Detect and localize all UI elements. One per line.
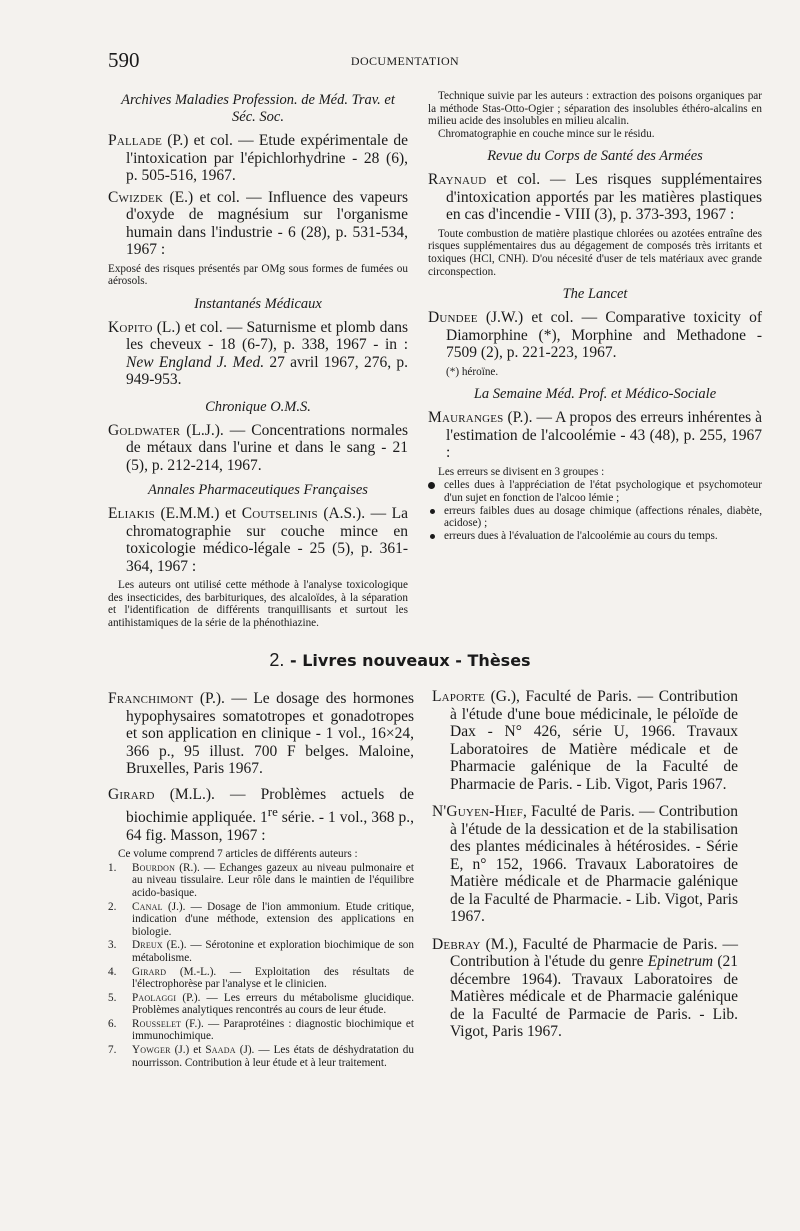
reference-note: Chromatographie en couche mince sur le résidu.: [438, 127, 655, 140]
list-item: erreurs dues à l'évaluation de l'alcoolémie au cours du temps.: [428, 530, 762, 543]
reference-text: (M.), Faculté de Pharmacie de Paris. — Contribution à l'étude du genre: [450, 935, 738, 970]
list-item: celles dues à l'appréciation de l'état psychologique et psychomoteur d'un sujet en fonction de l'alcoo lémie ;: [428, 479, 762, 504]
journal-heading: Revue du Corps de Santé des Armées: [487, 148, 703, 165]
reference-note: Les erreurs se divisent en 3 groupes :: [438, 465, 605, 478]
section-heading: [0, 650, 800, 671]
author-name: Yowger: [132, 1044, 171, 1057]
reference: [108, 505, 408, 575]
reference-text: (M.L.). — Problèmes actuels de biochimie appliquée. 1: [126, 785, 414, 827]
page-number: 590: [108, 48, 140, 72]
running-title: DOCUMENTATION: [350, 54, 460, 68]
author-name: Debray: [432, 935, 481, 953]
author-name: Dundee: [428, 309, 478, 327]
reference-note: Exposé des risques présentés par OMg sous formes de fumées ou aérosols.: [108, 262, 408, 288]
reference: [108, 422, 408, 475]
author-name: Dreux: [132, 939, 163, 952]
author-name: Girard: [108, 785, 155, 803]
list-item: 7. Yowger (J.) et Saada (J). — Les états de déshydratation du nourrisson. Contribution à leur étude et à leur traitement.: [108, 1044, 414, 1069]
column-left-bottom: [108, 690, 414, 1070]
superscript: re: [267, 804, 278, 819]
reference: [108, 786, 414, 845]
reference-text: série. - 1 vol., 368 p., 64 fig. Masson, 1967 :: [126, 809, 414, 844]
reference-text: (G.), Faculté de Paris. — Contribution à l'étude d'une boue médicinale, le péloïde de Dax - N° 426, série U, 1966. Travaux Laboratoires de Matière médicale et de Pharmacie galénique de la Faculté de Pharmacie de Paris. - Lib. Vigot, Paris 1967.: [450, 688, 738, 793]
reference-text: 27 avril 1967, 276, p. 949-953.: [126, 353, 408, 389]
list-item: 2. Canal (J.). — Dosage de l'ion ammonium. Etude critique, indication d'une méthode, extension des applications en biologie.: [108, 900, 414, 938]
reference-text: (21 décembre 1964). Travaux Laboratoires de Matières médicale et de Pharmacie galénique de la Faculté de Parmacie de Paris. - Lib. Vigot, Paris 1967.: [450, 953, 738, 1040]
contents-list: [108, 862, 414, 1070]
bullet-icon: [430, 534, 435, 539]
journal-heading: Instantanés Médicaux: [194, 295, 322, 312]
column-right-bottom: [432, 688, 738, 1045]
author-name: Cwizdek: [108, 188, 164, 206]
author-name: Canal: [132, 900, 163, 913]
reference-text: , Faculté de Paris. — Contribution à l'étude de la dessication et de la stabilisation des plantes médicinales à hétérosides. - Série E, n° 152, 1966. Travaux Laboratoires de Matière médicale et de Pharmacie galénique de la Faculté de Pharmacie. - Lib. Vigot, Paris 1967.: [450, 803, 738, 925]
reference: [108, 132, 408, 185]
author-name: Paolaggi: [132, 991, 177, 1004]
journal-heading: The Lancet: [562, 286, 628, 303]
reference: [432, 936, 738, 1041]
author-name: Laporte: [432, 688, 485, 705]
reference-text: (P.). — Le dosage des hormones hypophysaires somatotropes et gonadotropes et son application en clinique - 1 vol., 16×24, 366 p., 95 illust. 700 F belges. Maloine, Bruxelles, Paris 1967.: [126, 690, 414, 777]
genus-italic: Epinetrum: [647, 953, 714, 970]
section-title: - Livres nouveaux - Thèses: [290, 651, 531, 670]
reference-note: Technique suivie par les auteurs : extraction des poisons organiques par la méthode Stas-Otto-Ogier ; séparation des insolubles éthéro-alcalins en milieu acide des insolubles en milieu alcalin.: [428, 90, 762, 128]
journal-heading: La Semaine Méd. Prof. et Médico-Sociale: [473, 386, 717, 403]
section-number: 2.: [269, 650, 285, 670]
journal-heading: Archives Maladies Profession. de Méd. Trav. et Séc. Soc.: [121, 92, 395, 125]
reference-text: (P.). — A propos des erreurs inhérentes à l'estimation de l'alcoolémie - 43 (48), p. 255, 1967 :: [446, 409, 762, 462]
journal-heading: Chronique O.M.S.: [205, 398, 311, 415]
reference: [108, 690, 414, 778]
column-left-top: [108, 92, 408, 638]
author-name: Coutselinis: [241, 505, 318, 523]
reference-text: (A.S.). — La chromatographie sur couche mince en toxicologie médico-légale - 25 (5), p. 361-364, 1967 :: [126, 505, 408, 575]
reference: [428, 309, 762, 362]
author-name: Goldwater: [108, 421, 181, 439]
page-header: [108, 48, 702, 76]
reference: [428, 171, 762, 224]
list-item: 3. Dreux (E.). — Sérotonine et exploration biochimique de son métabolisme.: [108, 939, 414, 964]
reference-text: (P.) et col. — Etude expérimentale de l'intoxication par l'épichlorhydrine - 28 (6), p. 505-516, 1967.: [126, 132, 408, 184]
reference: [432, 803, 738, 926]
list-item: 5. Paolaggi (P.). — Les erreurs du métabolisme glucidique. Problèmes analytiques rencontrés au cours de leur étude.: [108, 991, 414, 1017]
journal-heading: Annales Pharmaceutiques Françaises: [148, 482, 368, 499]
author-name: N'Guyen-Hief: [432, 803, 523, 820]
bullet-icon: [428, 482, 435, 489]
list-item: 6. Rousselet (F.). — Paraprotéines : diagnostic biochimique et immunochimique.: [108, 1017, 414, 1043]
reference-note: (*) héroïne.: [446, 365, 499, 378]
author-name: Girard: [132, 965, 167, 978]
reference: [432, 688, 738, 793]
author-name: Kopito: [108, 318, 153, 336]
reference-text: (E.) et col. — Influence des vapeurs d'oxyde de magnésium sur l'organisme humain dans l'industrie - 6 (28), p. 531-534, 1967 :: [126, 188, 408, 258]
reference-text: (J.W.) et col. — Comparative toxicity of Diamorphine (*), Morphine and Methadone - 7509 (2), p. 221-223, 1967.: [446, 309, 762, 362]
reference-text: et col. — Les risques supplémentaires d'intoxication apportés par les matières plastiques en cas d'incendie - VIII (3), p. 373-393, 1967 :: [446, 171, 762, 224]
reference-note: Toute combustion de matière plastique chlorées ou azotées entraîne des risques supplémentaires dus au dégagement de composés très irritants et toxiques (HCl, CNH). D'ou nécesité d'user de tels matériaux avec grande circonspection.: [428, 227, 762, 278]
author-name: Rousselet: [132, 1017, 182, 1030]
author-name: Pallade: [108, 132, 163, 149]
list-item: 4. Girard (M.-L.). — Exploitation des résultats de l'électrophorèse par l'analyse et le clinicien.: [108, 965, 414, 991]
reference: [108, 189, 408, 259]
reference-text: (E.M.M.) et: [154, 505, 242, 523]
column-right-top: [428, 90, 762, 548]
author-name: Franchimont: [108, 690, 194, 707]
bullet-icon: [430, 509, 435, 514]
list-item: erreurs faibles dues au dosage chimique (affections rénales, diabète, acidose) ;: [428, 505, 762, 530]
author-name: Bourdon: [132, 861, 176, 874]
author-name: Raynaud: [428, 171, 487, 189]
reference: [428, 409, 762, 462]
reference-note: Les auteurs ont utilisé cette méthode à l'analyse toxicologique des insecticides, des barbituriques, des alcaloïdes, à la séparation et l'identification de différents tranquillisants et surtout les antihistamiques de la série de la phénothiazine.: [108, 579, 408, 629]
author-name: Eliakis: [108, 505, 155, 523]
author-name: Mauranges: [428, 409, 504, 427]
list-item: 1. Bourdon (R.). — Echanges gazeux au niveau pulmonaire et au niveau tissulaire. Leur rôle dans le maintien de l'équilibre acido-basique.: [108, 861, 414, 899]
reference: [108, 319, 408, 389]
reference-note: Ce volume comprend 7 articles de différents auteurs :: [118, 848, 358, 861]
reference-text: (L.) et col. — Saturnisme et plomb dans les cheveux - 18 (6-7), p. 338, 1967 - in :: [126, 318, 408, 354]
journal-italic: New England J. Med.: [126, 353, 265, 371]
bullet-list: [428, 479, 762, 542]
reference-text: (L.J.). — Concentrations normales de métaux dans l'urine et dans le sang - 21 (5), p. 212-214, 1967.: [126, 421, 408, 474]
author-name: Saada: [205, 1044, 236, 1057]
